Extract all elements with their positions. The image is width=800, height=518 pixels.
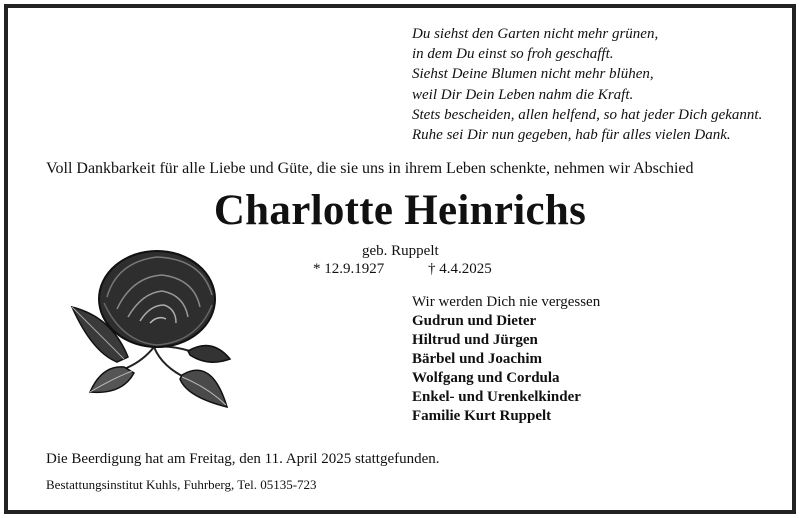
deceased-name: Charlotte Heinrichs — [213, 187, 587, 234]
mourner-name: Gudrun und Dieter — [412, 313, 537, 329]
funeral-note: Die Beerdigung hat am Freitag, den 11. April 2025 stattgefunden. — [46, 451, 440, 467]
mourner-name: Familie Kurt Ruppelt — [412, 408, 552, 424]
poem-line: in dem Du einst so froh geschafft. — [412, 46, 614, 63]
poem — [412, 24, 762, 145]
poem-line: Ruhe sei Dir nun gegeben, hab für alles vielen Dank. — [412, 127, 731, 144]
birth-date: * 12.9.1927 — [313, 261, 385, 277]
mourner-name: Enkel- und Urenkelkinder — [412, 389, 581, 405]
poem-line: Siehst Deine Blumen nicht mehr blühen, — [412, 66, 654, 83]
poem-line: Stets bescheiden, allen helfend, so hat jeder Dich gekannt. — [412, 106, 763, 123]
maiden-name: geb. Ruppelt — [362, 243, 439, 259]
rose-icon — [62, 247, 242, 417]
intro-text: Voll Dankbarkeit für alle Liebe und Güte, die sie uns in ihrem Leben schenkte, nehmen wir Abschied — [46, 160, 694, 177]
mourners-list — [412, 293, 600, 426]
mourner-name: Hiltrud und Jürgen — [412, 332, 538, 348]
mourner-name: Wolfgang und Cordula — [412, 370, 560, 386]
mourner-name: Bärbel und Joachim — [412, 351, 543, 367]
mourners-heading: Wir werden Dich nie vergessen — [412, 294, 601, 310]
death-date: † 4.4.2025 — [428, 261, 492, 277]
poem-line: Du siehst den Garten nicht mehr grünen, — [412, 26, 659, 42]
undertaker-contact: Bestattungsinstitut Kuhls, Fuhrberg, Tel. 05135-723 — [46, 477, 317, 492]
poem-line: weil Dir Dein Leben nahm die Kraft. — [412, 86, 634, 103]
